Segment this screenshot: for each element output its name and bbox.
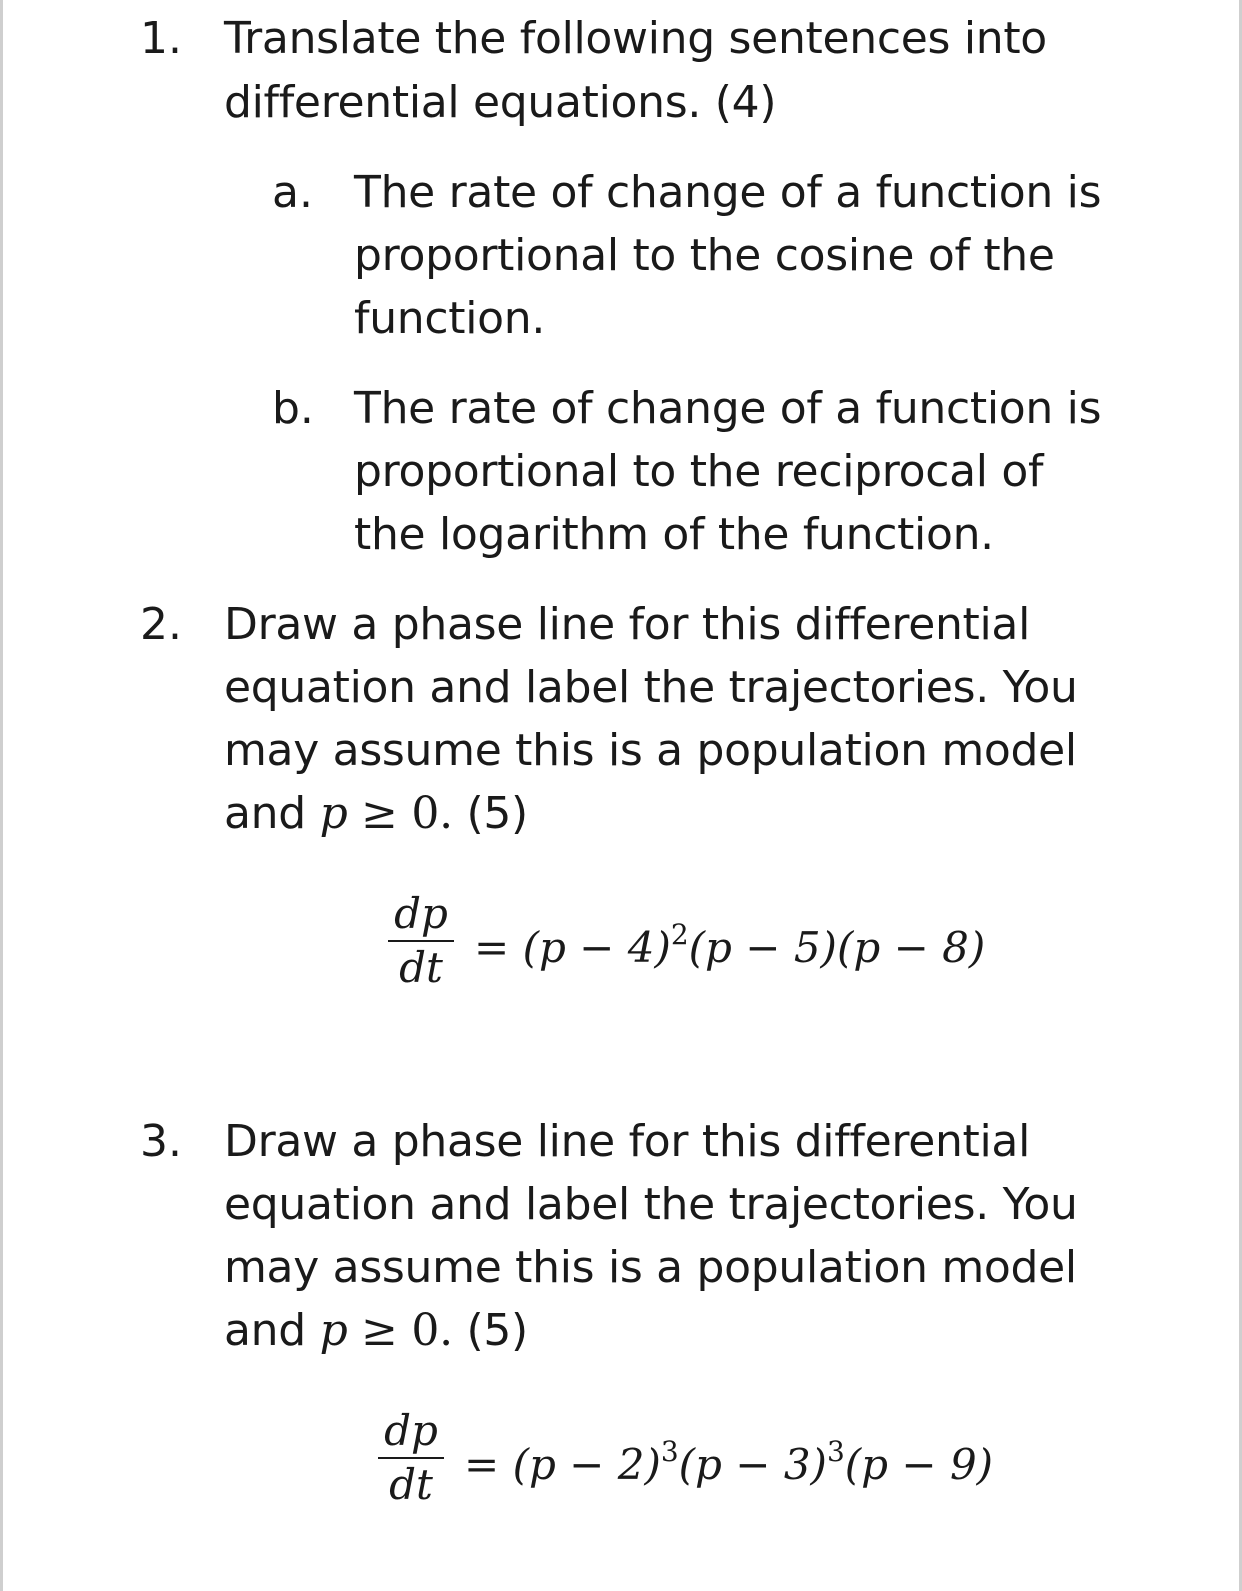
factor: (p − 2) xyxy=(512,1439,661,1489)
problem-text-line: equation and label the trajectories. You xyxy=(224,1179,1078,1230)
page-edge-left xyxy=(0,0,3,1591)
problem-number: 1. xyxy=(140,13,182,64)
condition-line xyxy=(224,783,528,845)
equation-rhs xyxy=(464,1426,993,1491)
fraction-denominator: dt xyxy=(389,1460,433,1509)
exponent: 3 xyxy=(660,1434,679,1468)
points-label: (5) xyxy=(466,788,528,839)
relation-symbol: ≥ xyxy=(361,1305,398,1356)
factor: (p − 3) xyxy=(678,1439,827,1489)
differential-equation xyxy=(378,1405,993,1511)
problem-text-line: may assume this is a population model xyxy=(224,725,1077,776)
condition-value: 0. xyxy=(411,1305,453,1356)
subpart-label: b. xyxy=(272,383,314,434)
fraction-numerator: dp xyxy=(384,1406,438,1455)
problem-number: 3. xyxy=(140,1116,182,1167)
subpart-text-line: proportional to the cosine of the xyxy=(354,230,1055,281)
condition-prefix: and xyxy=(224,1305,306,1356)
fraction-denominator: dt xyxy=(399,943,443,992)
problem-text-line: equation and label the trajectories. You xyxy=(224,662,1078,713)
subpart-text-line: The rate of change of a function is xyxy=(354,167,1102,218)
problem-text-line: may assume this is a population model xyxy=(224,1242,1077,1293)
relation-symbol: ≥ xyxy=(361,788,398,839)
differential-equation xyxy=(388,888,985,994)
condition-line xyxy=(224,1300,528,1362)
points-label: (5) xyxy=(466,1305,528,1356)
equals-sign: = xyxy=(464,1439,500,1489)
problem-text-line: Draw a phase line for this differential xyxy=(224,1116,1031,1167)
problem-text-line: Draw a phase line for this differential xyxy=(224,599,1031,650)
factor: (p − 4) xyxy=(522,922,671,972)
factor: (p − 5)(p − 8) xyxy=(688,922,986,972)
fraction-numerator: dp xyxy=(394,889,448,938)
problem-text-line: Translate the following sentences into xyxy=(224,13,1047,64)
variable-p: p xyxy=(319,788,348,839)
variable-p: p xyxy=(319,1305,348,1356)
subpart-text-line: The rate of change of a function is xyxy=(354,383,1102,434)
problem-number: 2. xyxy=(140,599,182,650)
condition-value: 0. xyxy=(411,788,453,839)
derivative-fraction xyxy=(378,1405,444,1511)
subpart-text-line: proportional to the reciprocal of xyxy=(354,446,1044,497)
equals-sign: = xyxy=(474,922,510,972)
equation-rhs xyxy=(474,909,985,974)
factor: (p − 9) xyxy=(844,1439,994,1489)
problem-text-line: differential equations. (4) xyxy=(224,77,777,128)
subpart-text-line: function. xyxy=(354,293,546,344)
exponent: 3 xyxy=(826,1434,845,1468)
subpart-label: a. xyxy=(272,167,313,218)
exponent: 2 xyxy=(670,917,689,951)
condition-prefix: and xyxy=(224,788,306,839)
derivative-fraction xyxy=(388,888,454,994)
subpart-text-line: the logarithm of the function. xyxy=(354,509,994,560)
